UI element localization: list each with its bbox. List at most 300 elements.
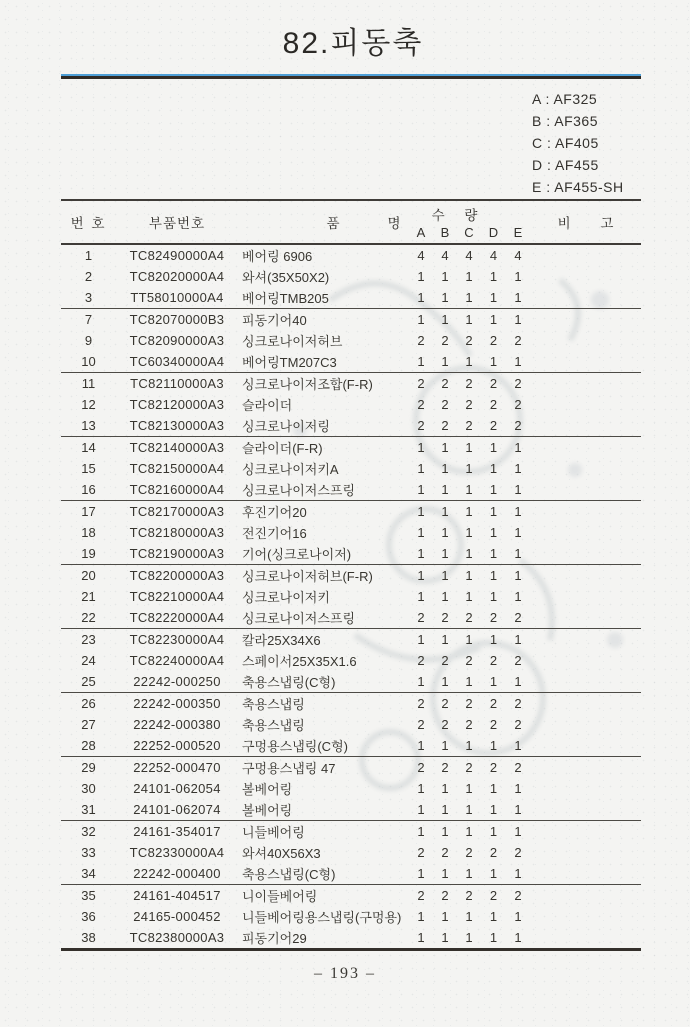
table-row (61, 885, 641, 906)
table-row (61, 629, 641, 650)
legend-item-e: E : AF455-SH (532, 179, 624, 195)
table-row (61, 394, 641, 415)
row-group (61, 501, 641, 565)
qty-b: 2 (441, 397, 449, 412)
row-number: 3 (84, 290, 93, 305)
qty-b: 1 (441, 802, 449, 817)
row-number: 2 (84, 269, 93, 284)
qty-d: 1 (489, 525, 498, 540)
qty-c: 1 (465, 312, 473, 327)
part-name: 와셔40X56X3 (242, 846, 321, 861)
qty-b: 1 (441, 632, 449, 647)
part-number: TC82190000A3 (129, 546, 225, 561)
part-name: 구멍용스냅링 47 (242, 761, 336, 776)
part-number: 24161-354017 (133, 824, 221, 839)
qty-d: 2 (489, 333, 498, 348)
table-row (61, 799, 641, 820)
part-number: TC82160000A4 (129, 482, 225, 497)
row-group (61, 245, 641, 309)
qty-d: 2 (489, 717, 498, 732)
part-number: 24101-062074 (133, 802, 221, 817)
table-row (61, 714, 641, 735)
qty-a: 2 (417, 333, 425, 348)
qty-d: 4 (489, 248, 498, 263)
row-number: 32 (81, 824, 96, 839)
page-title: 82.피동축 (282, 27, 424, 60)
part-number: TC60340000A4 (129, 354, 225, 369)
qty-c: 2 (465, 418, 473, 433)
table-body (61, 245, 641, 948)
part-number: TC82230000A4 (129, 632, 225, 647)
qty-c: 1 (465, 440, 473, 455)
part-name: 싱크로나이저키A (242, 462, 339, 477)
qty-c: 1 (465, 589, 473, 604)
page-number: – 193 – (314, 965, 376, 982)
qty-c: 1 (465, 866, 473, 881)
part-name: 니이들베어링 (242, 889, 318, 904)
qty-a: 2 (417, 610, 425, 625)
header-number: 번 호 (70, 216, 107, 231)
qty-e: 1 (514, 546, 522, 561)
qty-e: 1 (514, 802, 522, 817)
qty-a: 1 (417, 482, 425, 497)
row-number: 36 (81, 909, 96, 924)
qty-c: 1 (465, 546, 473, 561)
table-row (61, 778, 641, 799)
qty-b: 2 (441, 610, 449, 625)
qty-a: 1 (417, 930, 425, 945)
qty-a: 1 (417, 824, 425, 839)
qty-b: 1 (441, 482, 449, 497)
qty-e: 1 (514, 440, 522, 455)
qty-e: 2 (514, 696, 522, 711)
part-name: 싱크로나이저스프링 (242, 483, 356, 498)
table-row (61, 266, 641, 287)
table-row (61, 650, 641, 671)
part-name: 슬라이더 (242, 398, 293, 413)
row-group (61, 885, 641, 948)
table-row (61, 842, 641, 863)
header-part-number: 부품번호 (148, 216, 206, 231)
qty-b: 2 (441, 376, 449, 391)
qty-d: 1 (489, 504, 498, 519)
qty-a: 1 (417, 674, 425, 689)
qty-c: 4 (465, 248, 473, 263)
qty-d: 1 (489, 568, 498, 583)
table-row (61, 693, 641, 714)
qty-a: 1 (417, 632, 425, 647)
table-row (61, 757, 641, 778)
qty-a: 4 (417, 248, 425, 263)
row-group (61, 565, 641, 629)
qty-col-c: C (464, 225, 474, 240)
qty-col-b: B (440, 225, 450, 240)
qty-e: 1 (514, 738, 522, 753)
qty-c: 1 (465, 269, 473, 284)
qty-a: 1 (417, 312, 425, 327)
qty-d: 1 (489, 866, 498, 881)
qty-b: 1 (441, 866, 449, 881)
qty-b: 1 (441, 290, 449, 305)
qty-c: 1 (465, 482, 473, 497)
qty-b: 1 (441, 461, 449, 476)
model-legend (61, 88, 641, 198)
qty-b: 1 (441, 312, 449, 327)
part-name: 볼베어링 (242, 782, 293, 797)
part-number: TC82020000A4 (129, 269, 225, 284)
part-number: TC82150000A4 (129, 461, 225, 476)
header-part-name-left: 품 (326, 216, 340, 231)
qty-a: 1 (417, 589, 425, 604)
qty-e: 1 (514, 674, 522, 689)
qty-e: 1 (514, 568, 522, 583)
legend-item-d: D : AF455 (532, 157, 599, 173)
qty-a: 1 (417, 738, 425, 753)
part-name: 싱크로나이저키 (242, 590, 330, 605)
qty-c: 2 (465, 760, 473, 775)
table-row (61, 373, 641, 394)
header-quantity (409, 201, 530, 243)
table-row (61, 522, 641, 543)
qty-b: 2 (441, 888, 449, 903)
qty-e: 2 (514, 418, 522, 433)
table-row (61, 543, 641, 564)
table-row (61, 863, 641, 884)
qty-a: 1 (417, 866, 425, 881)
qty-d: 1 (489, 674, 498, 689)
qty-c: 1 (465, 781, 473, 796)
row-number: 17 (81, 504, 96, 519)
row-number: 23 (81, 632, 96, 647)
qty-e: 2 (514, 888, 522, 903)
qty-d: 1 (489, 482, 498, 497)
part-name: 칼라25X34X6 (242, 633, 321, 648)
qty-subheader (409, 225, 530, 240)
qty-b: 1 (441, 546, 449, 561)
part-name: 베어링TM207C3 (242, 355, 337, 370)
qty-e: 4 (514, 248, 522, 263)
qty-d: 1 (489, 269, 498, 284)
qty-d: 2 (489, 418, 498, 433)
qty-d: 2 (489, 376, 498, 391)
qty-c: 2 (465, 333, 473, 348)
part-number: 24161-404517 (133, 888, 221, 903)
header-part-name-right: 명 (387, 216, 401, 231)
qty-a: 1 (417, 440, 425, 455)
part-number: 22242-000400 (133, 866, 221, 881)
qty-a: 2 (417, 845, 425, 860)
part-number: TC82220000A4 (129, 610, 225, 625)
table-row (61, 309, 641, 330)
part-name: 니들베어링용스냅링(구멍용) (242, 910, 402, 925)
qty-b: 2 (441, 760, 449, 775)
qty-b: 1 (441, 674, 449, 689)
qty-e: 1 (514, 504, 522, 519)
table-row (61, 565, 641, 586)
part-name: 전진기어16 (242, 526, 307, 541)
qty-e: 2 (514, 333, 522, 348)
part-number: 22252-000470 (133, 760, 221, 775)
qty-a: 2 (417, 653, 425, 668)
part-name: 싱크로나이저링 (242, 419, 330, 434)
qty-d: 1 (489, 440, 498, 455)
part-number: TC82240000A4 (129, 653, 225, 668)
qty-e: 2 (514, 717, 522, 732)
part-number: TC82180000A3 (129, 525, 225, 540)
part-number: TC82200000A3 (129, 568, 225, 583)
qty-c: 1 (465, 525, 473, 540)
qty-e: 2 (514, 845, 522, 860)
qty-c: 2 (465, 397, 473, 412)
qty-b: 1 (441, 738, 449, 753)
qty-c: 1 (465, 354, 473, 369)
qty-a: 2 (417, 888, 425, 903)
row-number: 19 (81, 546, 96, 561)
table-row (61, 607, 641, 628)
qty-d: 2 (489, 653, 498, 668)
part-name: 니들베어링 (242, 825, 305, 840)
qty-a: 1 (417, 290, 425, 305)
table-row (61, 735, 641, 756)
qty-c: 2 (465, 610, 473, 625)
table-row (61, 927, 641, 948)
qty-d: 1 (489, 546, 498, 561)
row-number: 1 (84, 248, 93, 263)
title-rule (61, 74, 641, 79)
row-number: 38 (81, 930, 96, 945)
part-number: TC82490000A4 (129, 248, 225, 263)
qty-b: 2 (441, 696, 449, 711)
part-number: TC82380000A3 (129, 930, 225, 945)
qty-c: 1 (465, 802, 473, 817)
table-row (61, 245, 641, 266)
qty-c: 2 (465, 845, 473, 860)
part-name: 싱크로나이저허브 (242, 334, 343, 349)
qty-c: 1 (465, 930, 473, 945)
row-group (61, 757, 641, 821)
qty-c: 1 (465, 632, 473, 647)
row-number: 29 (81, 760, 96, 775)
table-header (61, 201, 641, 245)
row-number: 27 (81, 717, 96, 732)
row-number: 33 (81, 845, 96, 860)
part-name: 싱크로나이저조합(F-R) (242, 377, 373, 392)
row-number: 25 (81, 674, 96, 689)
qty-c: 1 (465, 674, 473, 689)
qty-d: 1 (489, 930, 498, 945)
qty-e: 1 (514, 354, 522, 369)
part-number: TT58010000A4 (130, 290, 224, 305)
row-number: 20 (81, 568, 96, 583)
qty-e: 2 (514, 397, 522, 412)
qty-c: 1 (465, 568, 473, 583)
qty-b: 1 (441, 909, 449, 924)
row-number: 24 (81, 653, 96, 668)
row-number: 26 (81, 696, 96, 711)
legend-item-b: B : AF365 (532, 113, 598, 129)
part-name: 축용스냅링 (242, 718, 305, 733)
part-name: 축용스냅링(C형) (242, 675, 336, 690)
qty-b: 2 (441, 418, 449, 433)
part-number: 24165-000452 (133, 909, 221, 924)
row-number: 18 (81, 525, 96, 540)
qty-b: 1 (441, 269, 449, 284)
part-number: TC82070000B3 (129, 312, 225, 327)
qty-a: 2 (417, 397, 425, 412)
part-name: 스페이서25X35X1.6 (242, 654, 357, 669)
qty-d: 1 (489, 909, 498, 924)
qty-e: 1 (514, 632, 522, 647)
qty-c: 2 (465, 717, 473, 732)
qty-e: 1 (514, 269, 522, 284)
qty-b: 1 (441, 440, 449, 455)
table-row (61, 458, 641, 479)
row-number: 30 (81, 781, 96, 796)
qty-b: 1 (441, 568, 449, 583)
qty-b: 1 (441, 930, 449, 945)
table-row (61, 821, 641, 842)
qty-d: 1 (489, 781, 498, 796)
part-name: 볼베어링 (242, 803, 293, 818)
qty-a: 2 (417, 376, 425, 391)
legend-item-a: A : AF325 (532, 91, 598, 107)
part-number: TC82170000A3 (129, 504, 225, 519)
table-row (61, 671, 641, 692)
qty-col-d: D (488, 225, 499, 240)
qty-d: 2 (489, 845, 498, 860)
qty-col-a: A (416, 225, 426, 240)
qty-e: 1 (514, 824, 522, 839)
qty-e: 2 (514, 653, 522, 668)
row-number: 14 (81, 440, 96, 455)
qty-e: 2 (514, 610, 522, 625)
qty-e: 1 (514, 482, 522, 497)
part-name: 피동기어29 (242, 931, 307, 946)
row-number: 31 (81, 802, 96, 817)
row-number: 11 (81, 376, 96, 391)
part-number: TC82130000A3 (129, 418, 225, 433)
qty-c: 2 (465, 696, 473, 711)
qty-col-e: E (513, 225, 523, 240)
qty-a: 1 (417, 269, 425, 284)
qty-a: 2 (417, 418, 425, 433)
part-name: 슬라이더(F-R) (242, 441, 323, 456)
qty-b: 2 (441, 333, 449, 348)
part-name: 와셔(35X50X2) (242, 270, 330, 285)
part-name: 싱크로나이저스프링 (242, 611, 356, 626)
qty-d: 2 (489, 760, 498, 775)
parts-table (61, 199, 641, 951)
header-part-name (238, 201, 409, 243)
row-number: 16 (81, 482, 96, 497)
part-number: TC82120000A3 (129, 397, 225, 412)
qty-c: 1 (465, 824, 473, 839)
qty-b: 1 (441, 504, 449, 519)
qty-b: 4 (441, 248, 449, 263)
qty-a: 1 (417, 546, 425, 561)
title-rule-dark (61, 76, 641, 79)
qty-c: 1 (465, 738, 473, 753)
row-number: 22 (81, 610, 96, 625)
qty-d: 1 (489, 589, 498, 604)
qty-d: 1 (489, 632, 498, 647)
qty-e: 1 (514, 589, 522, 604)
qty-d: 1 (489, 802, 498, 817)
row-number: 28 (81, 738, 96, 753)
qty-b: 1 (441, 781, 449, 796)
table-row (61, 330, 641, 351)
qty-a: 1 (417, 354, 425, 369)
qty-d: 1 (489, 824, 498, 839)
part-number: TC82140000A3 (129, 440, 225, 455)
part-number: TC82210000A4 (129, 589, 225, 604)
part-number: TC82330000A4 (129, 845, 225, 860)
table-row (61, 906, 641, 927)
qty-b: 1 (441, 354, 449, 369)
part-number: 22242-000380 (133, 717, 221, 732)
header-remark: 비 고 (557, 216, 627, 231)
qty-e: 1 (514, 866, 522, 881)
qty-c: 1 (465, 909, 473, 924)
qty-a: 2 (417, 760, 425, 775)
qty-d: 1 (489, 290, 498, 305)
row-number: 34 (81, 866, 96, 881)
part-name: 후진기어20 (242, 505, 307, 520)
qty-a: 2 (417, 696, 425, 711)
qty-c: 2 (465, 888, 473, 903)
row-group (61, 373, 641, 437)
legend-item-c: C : AF405 (532, 135, 599, 151)
qty-e: 2 (514, 376, 522, 391)
part-name: 베어링 6906 (242, 249, 313, 264)
qty-b: 1 (441, 824, 449, 839)
qty-d: 1 (489, 738, 498, 753)
part-name: 베어링TMB205 (242, 291, 329, 306)
qty-c: 2 (465, 653, 473, 668)
part-number: TC82090000A3 (129, 333, 225, 348)
table-row (61, 437, 641, 458)
part-name: 축용스냅링(C형) (242, 867, 336, 882)
table-row (61, 501, 641, 522)
row-number: 7 (84, 312, 93, 327)
qty-d: 1 (489, 461, 498, 476)
qty-d: 2 (489, 397, 498, 412)
qty-c: 2 (465, 376, 473, 391)
qty-c: 1 (465, 504, 473, 519)
qty-e: 1 (514, 525, 522, 540)
row-number: 10 (81, 354, 96, 369)
qty-b: 1 (441, 589, 449, 604)
qty-d: 1 (489, 354, 498, 369)
row-group (61, 629, 641, 693)
qty-a: 1 (417, 525, 425, 540)
qty-c: 1 (465, 461, 473, 476)
part-name: 구멍용스냅링(C형) (242, 739, 348, 754)
table-row (61, 479, 641, 500)
qty-e: 1 (514, 930, 522, 945)
qty-a: 1 (417, 909, 425, 924)
qty-a: 1 (417, 461, 425, 476)
part-name: 싱크로나이저허브(F-R) (242, 569, 373, 584)
row-number: 9 (84, 333, 93, 348)
row-group (61, 821, 641, 885)
qty-b: 2 (441, 717, 449, 732)
row-number: 21 (81, 589, 96, 604)
row-number: 12 (81, 397, 96, 412)
table-row (61, 351, 641, 372)
qty-a: 1 (417, 802, 425, 817)
table-row (61, 586, 641, 607)
